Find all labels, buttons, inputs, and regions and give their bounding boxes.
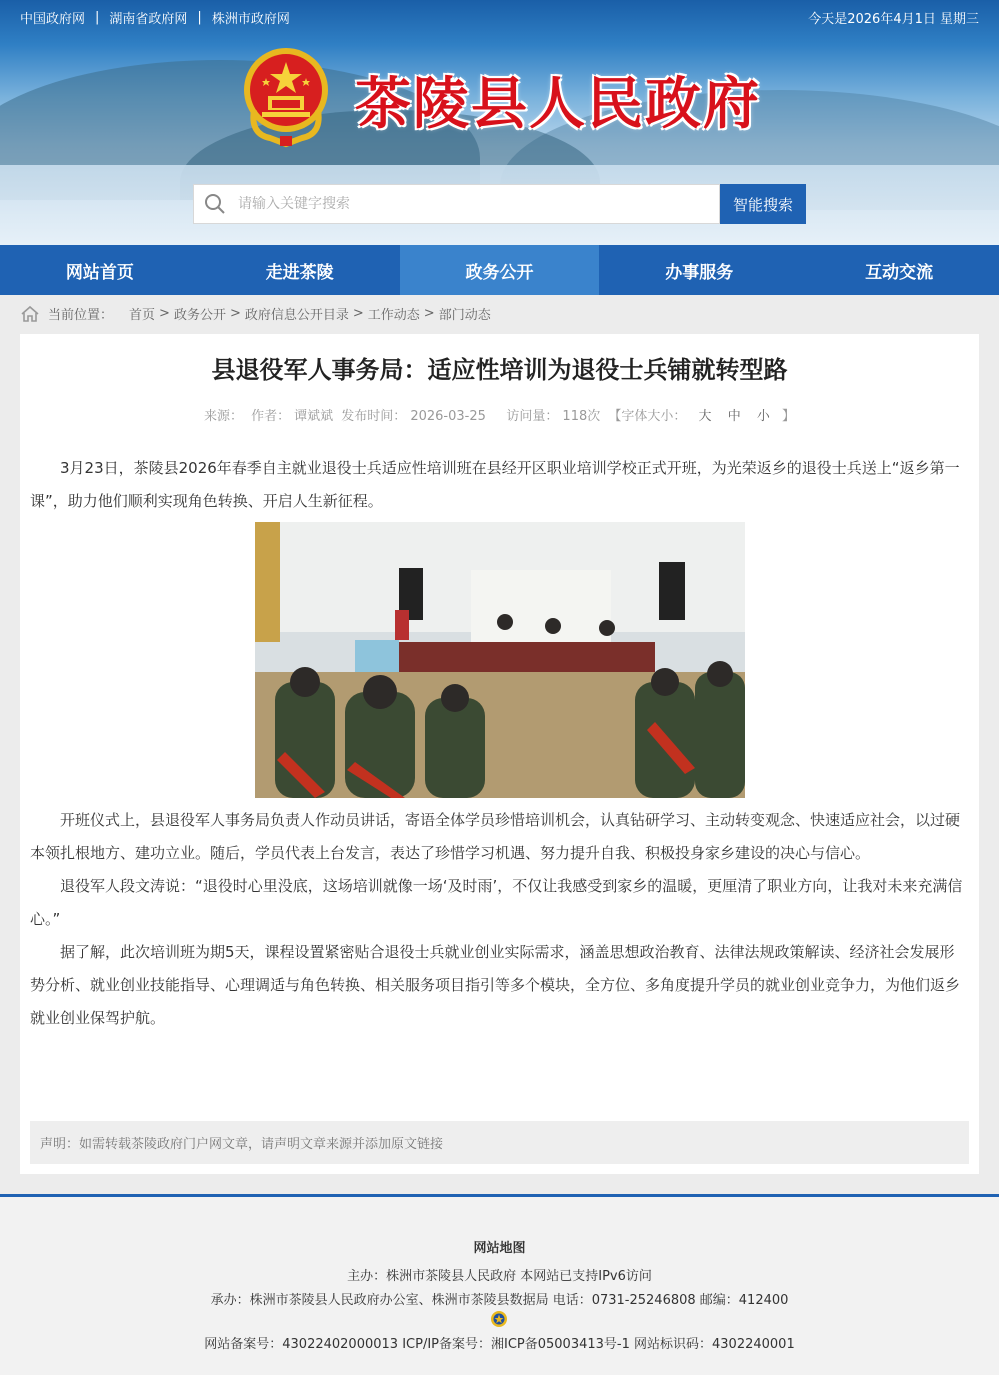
nav-item-interaction[interactable]: 互动交流 (865, 262, 934, 283)
national-emblem-icon (240, 44, 332, 148)
search-input[interactable] (238, 196, 678, 212)
breadcrumb-sep: > (423, 306, 435, 321)
reprint-notice: 声明：如需转载茶陵政府门户网文章，请声明文章来源并添加原文链接 (30, 1121, 969, 1164)
nav-item-home[interactable]: 网站首页 (65, 262, 134, 283)
separator: | (197, 10, 202, 25)
nav-item-about[interactable]: 走进茶陵 (265, 262, 334, 283)
author-label: 作者： (251, 409, 291, 424)
search-icon (204, 193, 226, 215)
link-gov-hunan[interactable]: 湖南省政府网 (109, 12, 188, 27)
separator: | (95, 10, 100, 25)
visits-label: 访问量： (506, 409, 559, 424)
home-icon (20, 305, 40, 323)
breadcrumb (20, 304, 491, 323)
breadcrumb-label: 当前位置： (48, 308, 114, 323)
main-nav (0, 245, 999, 295)
link-gov-china[interactable]: 中国政府网 (20, 12, 86, 27)
site-title: 茶陵县人民政府 (355, 74, 761, 136)
footer-host: 主办：株洲市茶陵县人民政府 本网站已支持IPv6访问 (347, 1269, 652, 1284)
article-body (30, 452, 969, 1035)
source-label: 来源： (203, 409, 243, 424)
nav-item-gov-affairs[interactable]: 政务公开 (400, 245, 600, 295)
breadcrumb-home[interactable]: 首页 (129, 308, 156, 323)
nav-item-services[interactable]: 办事服务 (665, 262, 734, 283)
font-size-large[interactable]: 大 (698, 409, 712, 424)
top-links (20, 8, 290, 27)
paragraph: 开班仪式上，县退役军人事务局负责人作动员讲话，寄语全体学员珍惜培训机会，认真钻研学习、主动转变观念、快速适应社会，以过硬本领扎根地方、建功立业。随后，学员代表上台发言，表达了珍惜学习机遇、努力提升自我、积极投身家乡建设的决心与信心。 (30, 811, 961, 862)
paragraph: 据了解，此次培训班为期5天，课程设置紧密贴合退役士兵就业创业实际需求，涵盖思想政治教育、法律法规政策解读、经济社会发展形势分析、就业创业技能指导、心理调适与角色转换、相关服务项目指引等多个模块，全方位、多角度提升学员的就业创业竞争力，为他们返乡就业创业保驾护航。 (30, 943, 961, 1027)
pub-date: 2026-03-25 (410, 409, 486, 424)
article-card (20, 334, 979, 1174)
footer-records: 网站备案号：43022402000013 ICP/IP备案号：湘ICP备05003413号-1 网站标识码：4302240001 (204, 1337, 795, 1352)
footer-organizer: 承办：株洲市茶陵县人民政府办公室、株洲市茶陵县数据局 电话：0731-25246808 邮编：412400 (210, 1293, 789, 1308)
search-bar (193, 184, 806, 224)
article-title: 县退役军人事务局：适应性培训为退役士兵铺就转型路 (211, 356, 788, 384)
police-badge-icon[interactable] (490, 1310, 508, 1328)
link-gov-zhuzhou[interactable]: 株洲市政府网 (211, 12, 290, 27)
breadcrumb-sep: > (159, 306, 170, 321)
visit-count: 118次 (562, 409, 601, 424)
author: 谭斌斌 (294, 409, 334, 424)
header-banner (0, 0, 999, 245)
article-meta (20, 405, 979, 424)
article-photo (255, 522, 745, 798)
font-size-end: 】 (782, 409, 796, 424)
font-size-label: 【字体大小： (608, 409, 687, 424)
pub-label: 发布时间： (341, 409, 407, 424)
paragraph: 退役军人段文涛说：“退役时心里没底，这场培训就像一场‘及时雨’，不仅让我感受到家乡的温暖，更厘清了职业方向，让我对未来充满信心。” (30, 877, 963, 928)
breadcrumb-work-news[interactable]: 工作动态 (367, 308, 420, 323)
breadcrumb-info-catalog[interactable]: 政府信息公开目录 (244, 308, 349, 323)
current-date: 今天是2026年4月1日 星期三 (808, 12, 979, 27)
search-button[interactable]: 智能搜索 (720, 184, 806, 224)
paragraph: 3月23日，茶陵县2026年春季自主就业退役士兵适应性培训班在县经开区职业培训学校正式开班，为光荣返乡的退役士兵送上“返乡第一课”，助力他们顺利实现角色转换、开启人生新征程。 (30, 459, 960, 510)
breadcrumb-dept-news[interactable]: 部门动态 (438, 308, 491, 323)
font-size-small[interactable]: 小 (756, 409, 770, 424)
search-box (193, 184, 720, 224)
breadcrumb-sep: > (229, 306, 241, 321)
font-size-medium[interactable]: 中 (727, 409, 741, 424)
sitemap-link[interactable]: 网站地图 (473, 1241, 526, 1256)
footer (0, 1194, 999, 1375)
breadcrumb-gov-affairs[interactable]: 政务公开 (173, 308, 226, 323)
breadcrumb-sep: > (352, 306, 364, 321)
